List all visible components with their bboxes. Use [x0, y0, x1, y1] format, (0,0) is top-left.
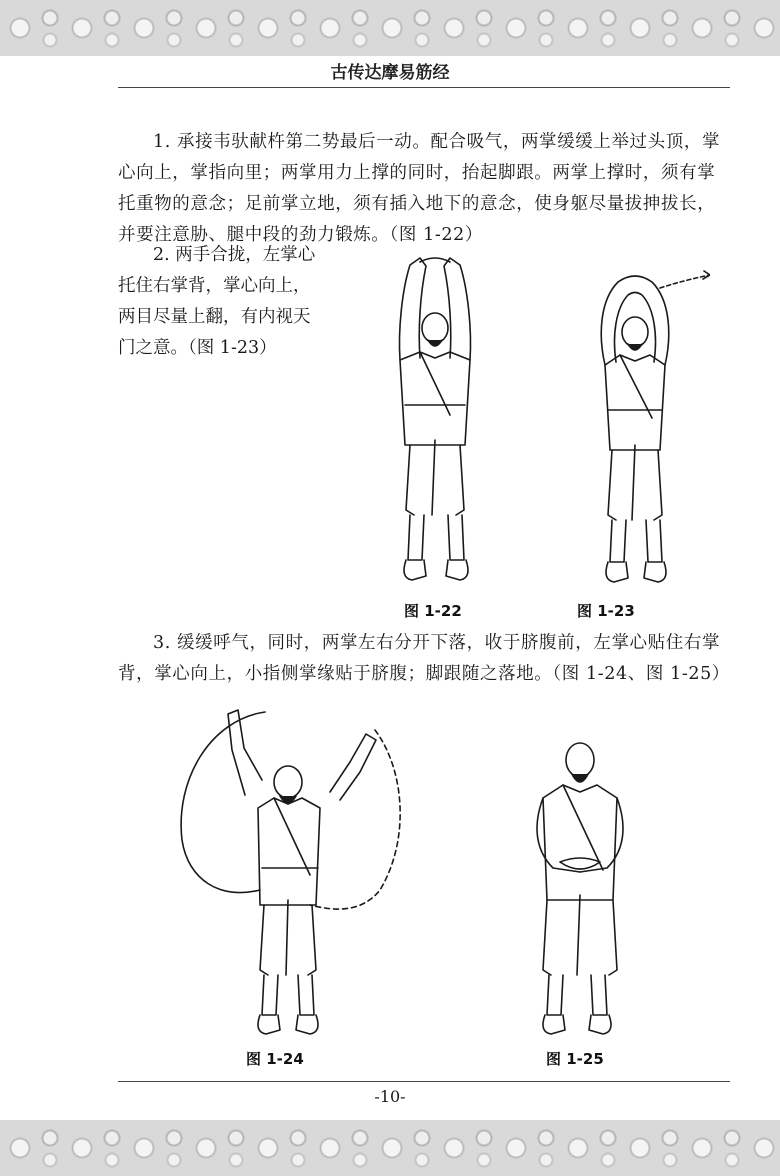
header-rule [118, 87, 730, 88]
paragraph-step-2-line: 2. 两手合拢，左掌心 [153, 245, 316, 265]
figure-1-22-illustration [370, 240, 500, 595]
figure-1-24-caption: 图 1-24 [246, 1050, 304, 1068]
figure-1-22-caption: 图 1-22 [404, 602, 462, 620]
paragraph-step-2-line: 托住右掌背，掌心向上， [118, 276, 311, 296]
paragraph-step-2-line: 两目尽量上翻，有内视天 [118, 307, 311, 327]
figure-1-25-caption: 图 1-25 [546, 1050, 604, 1068]
paragraph-step-2 [118, 240, 328, 364]
page-number: -10- [374, 1087, 406, 1106]
figure-1-24-illustration [170, 700, 420, 1040]
paragraph-step-1: 1. 承接韦驮献杵第二势最后一动。配合吸气，两掌缓缓上举过头顶，掌心向上，掌指向里；两掌用力上撑的同时，抬起脚跟。两掌上撑时，须有掌托重物的意念；足前掌立地，须有插入地下的意念，使身躯尽量拔抻拔长，并要注意胁、腿中段的劲力锻炼。（图 1-22） [118, 132, 721, 245]
figure-1-23-illustration [560, 240, 710, 595]
decorative-footer-band [0, 1120, 780, 1176]
figure-1-23-caption: 图 1-23 [577, 602, 635, 620]
decorative-header-band [0, 0, 780, 56]
paragraph-step-2-line: 门之意。（图 1-23） [118, 338, 277, 358]
paragraph-step-3: 3. 缓缓呼气，同时，两掌左右分开下落，收于脐腹前，左掌心贴住右掌背，掌心向上，小指侧掌缘贴于脐腹；脚跟随之落地。（图 1-24、图 1-25） [118, 633, 730, 684]
running-header-title: 古传达摩易筋经 [330, 63, 450, 83]
footer-rule [118, 1081, 730, 1082]
figure-1-25-illustration [525, 730, 635, 1040]
